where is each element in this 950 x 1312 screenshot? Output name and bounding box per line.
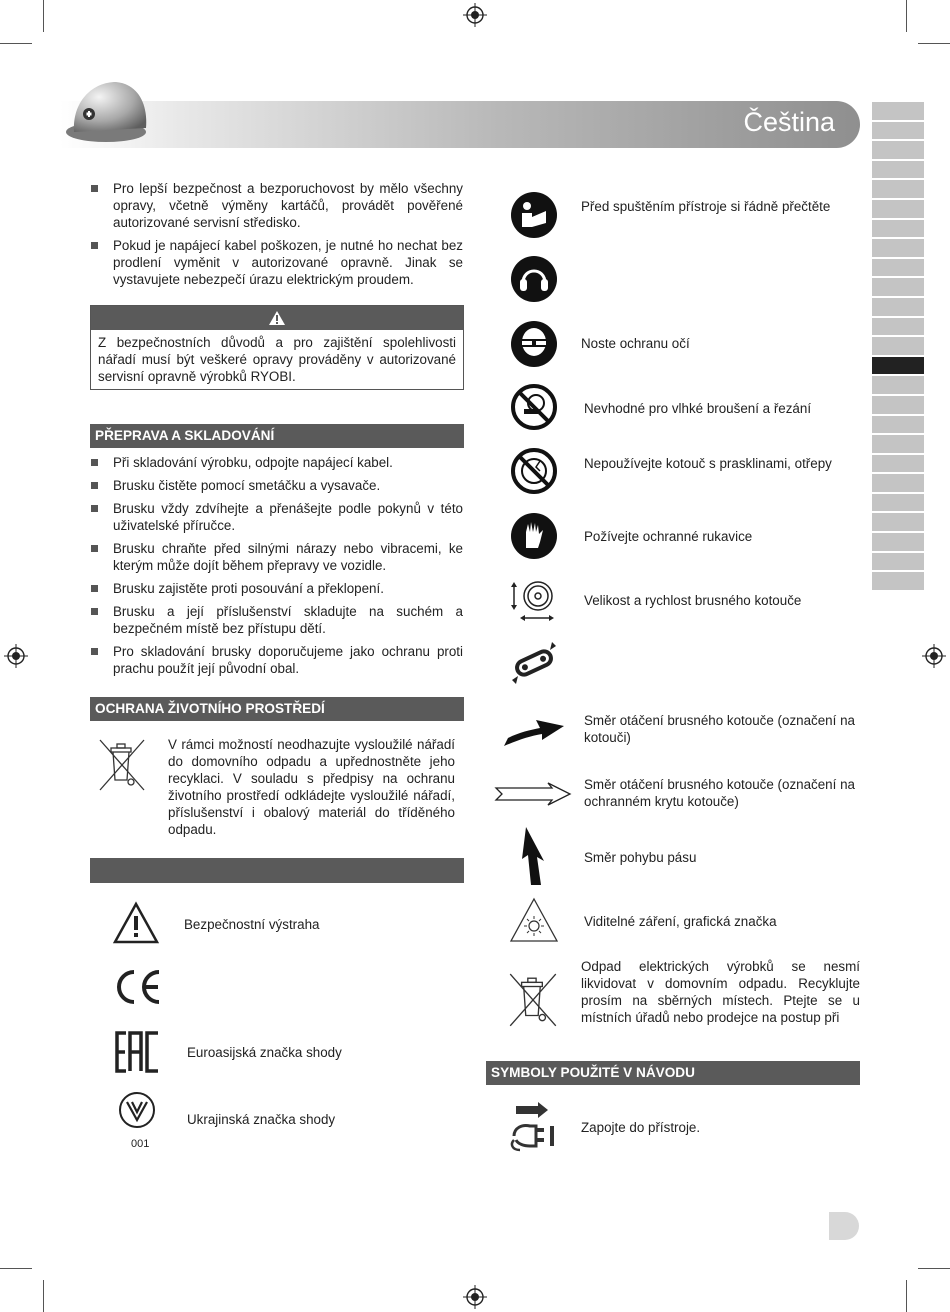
registration-mark-icon	[463, 3, 487, 27]
list-item: Brusku a její příslušenství skladujte na suchém a bezpečném místě bez přístupu dětí.	[91, 603, 463, 637]
list-item: Brusku vždy zdvíhejte a přenášejte podle pokynů v této uživatelské příručce.	[91, 500, 463, 534]
language-tab[interactable]	[872, 376, 924, 396]
helmet-icon	[62, 76, 154, 148]
eye-protection-icon	[510, 320, 558, 368]
warning-text: Z bezpečnostních důvodů a pro zajištění spolehlivosti nářadí musí být veškeré opravy prováděny v autorizované servisní opravně výrobků RYOBI.	[98, 335, 456, 384]
rotation-arrow-icon	[500, 710, 568, 750]
language-tab[interactable]	[872, 435, 924, 455]
symbol-label: Nepoužívejte kotouč s prasklinami, otřepy	[584, 456, 832, 471]
crop-mark	[906, 1280, 907, 1312]
language-tab[interactable]	[872, 416, 924, 436]
symbol-label: Euroasijská značka shody	[187, 1045, 342, 1060]
page-number-tab	[829, 1212, 859, 1240]
language-tab[interactable]	[872, 278, 924, 298]
warning-triangle-icon	[268, 310, 286, 326]
list-item: Brusku chraňte před silnými nárazy nebo vibracemi, ke kterým může dojít během přepravy ve vozidle.	[91, 540, 463, 574]
symbol-label: Odpad elektrických výrobků se nesmí likvidovat v domovním odpadu. Recyklujte prosím na sběrných místech. Ptejte se u místních úřadů nebo prodejce na postup při	[581, 959, 860, 1025]
language-tab[interactable]	[872, 533, 924, 553]
symbol-label: Viditelné záření, grafická značka	[584, 914, 777, 929]
language-tab[interactable]	[872, 337, 924, 357]
language-tab[interactable]	[872, 239, 924, 259]
ear-protection-icon	[510, 255, 558, 303]
list-item: Brusku čistěte pomocí smetáčku a vysavače.	[91, 477, 463, 494]
language-tabs	[872, 102, 924, 592]
weee-bin-icon	[506, 972, 560, 1030]
registration-mark-icon	[922, 644, 946, 668]
language-tab[interactable]	[872, 494, 924, 514]
language-tab[interactable]	[872, 200, 924, 220]
outline-arrow-icon	[494, 782, 572, 806]
symbol-code: 001	[131, 1138, 150, 1150]
crop-mark	[0, 43, 32, 44]
section-heading-transport: PŘEPRAVA A SKLADOVÁNÍ	[90, 424, 464, 448]
language-tab[interactable]	[872, 122, 924, 142]
crop-mark	[906, 0, 907, 32]
eac-mark-icon	[114, 1030, 160, 1074]
header-bar	[60, 101, 860, 148]
belt-icon	[506, 640, 562, 686]
gloves-icon	[510, 512, 558, 560]
language-tab[interactable]	[872, 161, 924, 181]
symbol-label: Velikost a rychlost brusného kotouče	[584, 593, 802, 608]
symbol-label: Směr pohybu pásu	[584, 850, 697, 865]
language-tab[interactable]	[872, 141, 924, 161]
section-heading-symbols	[90, 858, 464, 883]
section-heading-environment: OCHRANA ŽIVOTNÍHO PROSTŘEDÍ	[90, 697, 464, 721]
warning-triangle-icon	[112, 901, 160, 945]
ukraine-conformity-icon	[116, 1090, 158, 1130]
language-tab[interactable]	[872, 396, 924, 416]
crop-mark	[43, 0, 44, 32]
list-item: Pro skladování brusky doporučujeme jako ochranu proti prachu použít její původní obal.	[91, 643, 463, 677]
symbol-label: Ukrajinská značka shody	[187, 1112, 336, 1127]
language-tab-active[interactable]	[872, 357, 924, 377]
language-tab[interactable]	[872, 572, 924, 592]
warning-header	[91, 306, 463, 330]
language-tab[interactable]	[872, 298, 924, 318]
list-item: Pokud je napájecí kabel poškozen, je nutné ho nechat bez prodlení vyměnit v autorizované opravně. Jinak se vystavujete nebezpečí úrazu elektrickým proudem.	[91, 237, 463, 288]
language-tab[interactable]	[872, 259, 924, 279]
crop-mark	[0, 1268, 32, 1269]
environment-text: V rámci možností neodhazujte vysloužilé nářadí do domovního odpadu a upřednostněte jeho recyklaci. V souladu s předpisy na ochranu životního prostředí odkládejte vysloužilé nářadí, příslušenství i obalový materiál do tříděného odpadu.	[168, 737, 455, 837]
language-tab[interactable]	[872, 553, 924, 573]
registration-mark-icon	[463, 1285, 487, 1309]
language-tab[interactable]	[872, 220, 924, 240]
crop-mark	[918, 1268, 950, 1269]
list-item: Brusku zajistěte proti posouvání a překlopení.	[91, 580, 463, 597]
no-wet-grinding-icon	[510, 383, 558, 431]
section-heading-manual-symbols: SYMBOLY POUŽITÉ V NÁVODU	[486, 1061, 860, 1085]
language-tab[interactable]	[872, 102, 924, 122]
language-tab[interactable]	[872, 474, 924, 494]
safety-bullets	[91, 180, 463, 294]
symbol-label: Požívejte ochranné rukavice	[584, 529, 753, 544]
list-item: Pro lepší bezpečnost a bezporuchovost by mělo všechny opravy, včetně výměny kartáčů, provádět pověřené autorizované servisní středisko.	[91, 180, 463, 231]
no-cracked-disc-icon	[510, 447, 558, 495]
disc-size-icon	[508, 578, 562, 624]
language-tab[interactable]	[872, 318, 924, 338]
page-title: Čeština	[743, 107, 835, 137]
transport-list	[91, 454, 463, 683]
symbol-label: Před spuštěním přístroje si řádně přečtěte	[581, 199, 831, 214]
symbol-label: Nevhodné pro vlhké broušení a řezání	[584, 401, 812, 416]
list-item: Při skladování výrobku, odpojte napájecí kabel.	[91, 454, 463, 471]
symbol-label: Směr otáčení brusného kotouče (označení na ochranném krytu kotouče)	[584, 777, 855, 809]
language-tab[interactable]	[872, 513, 924, 533]
registration-mark-icon	[4, 644, 28, 668]
weee-bin-icon	[96, 738, 148, 794]
read-manual-icon	[510, 191, 558, 239]
warning-box	[90, 305, 464, 390]
symbol-label: Zapojte do přístroje.	[581, 1120, 701, 1135]
language-tab[interactable]	[872, 455, 924, 475]
crop-mark	[43, 1280, 44, 1312]
belt-direction-arrow-icon	[518, 825, 548, 887]
symbol-label: Bezpečnostní výstraha	[184, 917, 320, 932]
visible-radiation-icon	[508, 896, 560, 944]
crop-mark	[918, 43, 950, 44]
language-tab[interactable]	[872, 180, 924, 200]
symbol-label: Směr otáčení brusného kotouče (označení na kotouči)	[584, 713, 855, 745]
ce-mark-icon	[112, 968, 164, 1006]
plug-in-icon	[508, 1100, 560, 1154]
symbol-label: Noste ochranu očí	[581, 336, 690, 351]
